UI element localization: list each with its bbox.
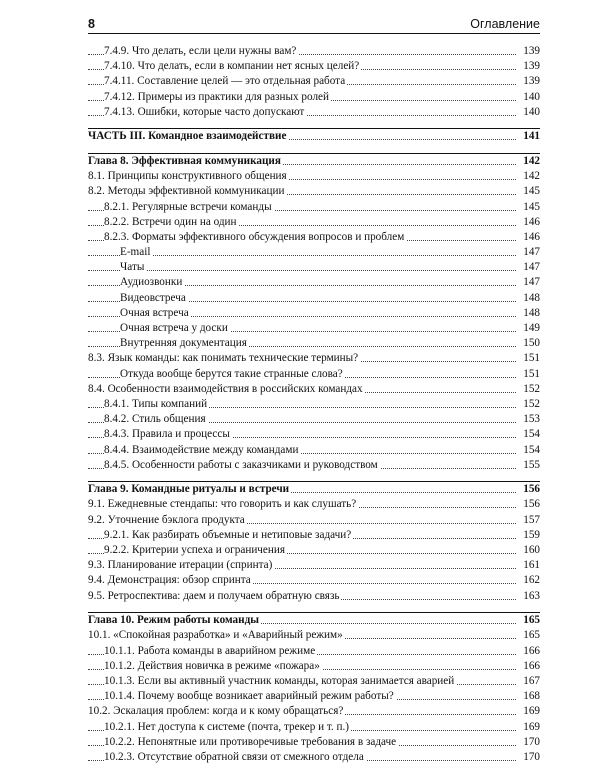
toc-entry-page: 152: [521, 382, 540, 397]
toc-entry: [88, 543, 540, 558]
toc-entry: [88, 704, 540, 719]
toc-entry-page: 151: [521, 367, 540, 382]
toc-entry-page: 149: [521, 321, 540, 336]
toc-entry-title: 7.4.10. Что делать, если в компании нет ясных целей?: [104, 59, 361, 74]
toc-entry: [88, 128, 540, 145]
toc-entry-title: 10.2.1. Нет доступа к системе (почта, трекер и т. п.): [104, 720, 351, 735]
toc-entry-page: 141: [521, 129, 540, 144]
toc-entry: [88, 497, 540, 512]
toc-entry-page: 146: [521, 230, 540, 245]
toc-entry: [88, 90, 540, 105]
toc-entry-page: 166: [521, 659, 540, 674]
toc-entry-title: 9.5. Ретроспектива: даем и получаем обратную связь: [88, 589, 341, 604]
toc-entry: [88, 382, 540, 397]
toc-entry-title: Аудиозвонки: [120, 275, 184, 290]
toc-entry: [88, 589, 540, 604]
toc-entry-page: 163: [521, 589, 540, 604]
toc-entry: [88, 674, 540, 689]
toc-entry-page: 142: [521, 154, 540, 169]
toc-entry: [88, 735, 540, 750]
toc-entry: [88, 612, 540, 629]
toc-entry-title: 10.1. «Спокойная разработка» и «Аварийный режим»: [88, 628, 345, 643]
toc-entry-title: 8.4.3. Правила и процессы: [104, 427, 232, 442]
toc-entry-page: 148: [521, 291, 540, 306]
toc-entry: [88, 689, 540, 704]
toc-entry-title: Глава 10. Режим работы команды: [88, 613, 261, 628]
toc-entry-page: 139: [521, 59, 540, 74]
toc-entry-page: 170: [521, 750, 540, 765]
toc-entry-page: 166: [521, 644, 540, 659]
toc-entry: [88, 105, 540, 120]
toc-entry-page: 147: [521, 245, 540, 260]
toc-entry-page: 169: [521, 704, 540, 719]
toc-entry: [88, 628, 540, 643]
toc-entry: [88, 59, 540, 74]
toc-entry-title: 10.1.4. Почему вообще возникает аварийный режим работы?: [104, 689, 396, 704]
toc-entry-page: 156: [521, 482, 540, 497]
toc-entry: [88, 153, 540, 170]
toc-entry-title: 10.2.3. Отсутствие обратной связи от смежного отдела: [104, 750, 366, 765]
toc-entry-page: 167: [521, 674, 540, 689]
toc-entry-page: 153: [521, 412, 540, 427]
toc-entry: [88, 260, 540, 275]
toc-entry: [88, 336, 540, 351]
toc-entry: [88, 169, 540, 184]
toc-entry-page: 170: [521, 735, 540, 750]
toc-entry: [88, 720, 540, 735]
toc-entry-page: 145: [521, 184, 540, 199]
toc-entry-title: 9.4. Демонстрация: обзор спринта: [88, 573, 253, 588]
toc-entry: [88, 558, 540, 573]
toc-entry-page: 146: [521, 215, 540, 230]
toc-entry-title: 7.4.13. Ошибки, которые часто допускают: [104, 105, 306, 120]
toc-entry-title: Чаты: [120, 260, 146, 275]
toc-entry-title: 10.1.3. Если вы активный участник команды, которая занимается аварией: [104, 674, 456, 689]
toc-entry-page: 145: [521, 200, 540, 215]
toc-entry: [88, 44, 540, 59]
toc-leader-dots: [88, 270, 516, 271]
toc-entry: [88, 750, 540, 765]
toc-entry-title: 9.1. Ежедневные стендапы: что говорить и как слушать?: [88, 497, 358, 512]
toc-entry-page: 151: [521, 351, 540, 366]
toc-entry: [88, 275, 540, 290]
toc-entry-title: ЧАСТЬ III. Командное взаимодействие: [88, 129, 288, 144]
toc-entry-title: 10.1.2. Действия новичка в режиме «пожара»: [104, 659, 322, 674]
toc-entry-title: E-mail: [120, 245, 152, 260]
toc-entry-page: 147: [521, 275, 540, 290]
toc-entry-page: 140: [521, 105, 540, 120]
page-number: 8: [88, 17, 95, 31]
toc-entry: [88, 200, 540, 215]
toc-entry-title: 8.4.5. Особенности работы с заказчиками и руководством: [104, 458, 380, 473]
toc-entry-page: 150: [521, 336, 540, 351]
toc-entry-page: 152: [521, 397, 540, 412]
toc-entry-title: 8.4.1. Типы компаний: [104, 397, 209, 412]
toc-entry-title: 8.4.2. Стиль общения: [104, 412, 208, 427]
toc-entry-page: 140: [521, 90, 540, 105]
toc-entry-page: 154: [521, 443, 540, 458]
toc-entry-page: 160: [521, 543, 540, 558]
toc-entry: [88, 230, 540, 245]
toc-entry-title: Глава 9. Командные ритуалы и встречи: [88, 482, 291, 497]
toc-entry: [88, 659, 540, 674]
toc-entry-title: Глава 8. Эффективная коммуникация: [88, 154, 283, 169]
toc-entry-title: Очная встреча: [120, 306, 191, 321]
toc-entry: [88, 644, 540, 659]
toc-entry-title: Внутренняя документация: [120, 336, 249, 351]
toc-entry-page: 161: [521, 558, 540, 573]
toc-entry: [88, 306, 540, 321]
toc-entry-title: 8.3. Язык команды: как понимать технические термины?: [88, 351, 360, 366]
toc-entry-page: 157: [521, 513, 540, 528]
table-of-contents: [88, 44, 540, 765]
toc-entry-page: 139: [521, 44, 540, 59]
toc-entry-title: 10.1.1. Работа команды в аварийном режиме: [104, 644, 317, 659]
toc-entry-title: 7.4.12. Примеры из практики для разных ролей: [104, 90, 331, 105]
toc-entry: [88, 291, 540, 306]
toc-entry-title: 8.2.3. Форматы эффективного обсуждения вопросов и проблем: [104, 230, 406, 245]
toc-entry: [88, 321, 540, 336]
toc-entry-page: 169: [521, 720, 540, 735]
toc-entry-title: Видеовстреча: [120, 291, 188, 306]
toc-entry: [88, 412, 540, 427]
toc-entry: [88, 215, 540, 230]
toc-entry-title: 9.2.1. Как разбирать объемные и нетиповые задачи?: [104, 528, 353, 543]
toc-entry-title: 9.2. Уточнение бэклога продукта: [88, 513, 247, 528]
toc-entry-title: 7.4.11. Составление целей — это отдельная работа: [104, 74, 347, 89]
toc-entry-title: 9.3. Планирование итерации (спринта): [88, 558, 274, 573]
toc-entry-title: 8.2.2. Встречи один на один: [104, 215, 239, 230]
toc-entry: [88, 528, 540, 543]
toc-entry: [88, 184, 540, 199]
toc-entry-page: 154: [521, 427, 540, 442]
toc-entry-page: 165: [521, 628, 540, 643]
toc-entry-page: 139: [521, 74, 540, 89]
toc-entry-page: 155: [521, 458, 540, 473]
toc-entry-page: 148: [521, 306, 540, 321]
toc-entry: [88, 573, 540, 588]
toc-entry: [88, 367, 540, 382]
toc-entry-title: 8.1. Принципы конструктивного общения: [88, 169, 289, 184]
page-header: [88, 17, 540, 34]
toc-entry-title: 8.2. Методы эффективной коммуникации: [88, 184, 286, 199]
toc-entry: [88, 481, 540, 498]
toc-entry: [88, 74, 540, 89]
toc-entry-title: Откуда вообще берутся такие странные слова?: [120, 367, 345, 382]
toc-entry-page: 147: [521, 260, 540, 275]
toc-entry-page: 159: [521, 528, 540, 543]
toc-entry: [88, 443, 540, 458]
toc-entry-page: 142: [521, 169, 540, 184]
toc-entry: [88, 351, 540, 366]
toc-entry-title: 9.2.2. Критерии успеха и ограничения: [104, 543, 287, 558]
toc-entry-title: 8.4.4. Взаимодействие между командами: [104, 443, 300, 458]
toc-entry: [88, 513, 540, 528]
toc-entry-title: 7.4.9. Что делать, если цели нужны вам?: [104, 44, 298, 59]
running-title: Оглавление: [470, 17, 540, 31]
toc-entry-title: Очная встреча у доски: [120, 321, 230, 336]
toc-entry: [88, 458, 540, 473]
toc-entry: [88, 427, 540, 442]
toc-entry-title: 8.2.1. Регулярные встречи команды: [104, 200, 274, 215]
toc-entry-page: 162: [521, 573, 540, 588]
toc-entry-title: 10.2.2. Непонятные или противоречивые требования в задаче: [104, 735, 398, 750]
toc-entry-title: 8.4. Особенности взаимодействия в российских командах: [88, 382, 365, 397]
toc-entry: [88, 245, 540, 260]
toc-entry-page: 168: [521, 689, 540, 704]
toc-entry-title: 10.2. Эскалация проблем: когда и к кому обращаться?: [88, 704, 345, 719]
toc-entry-page: 165: [521, 613, 540, 628]
toc-entry-page: 156: [521, 497, 540, 512]
toc-entry: [88, 397, 540, 412]
